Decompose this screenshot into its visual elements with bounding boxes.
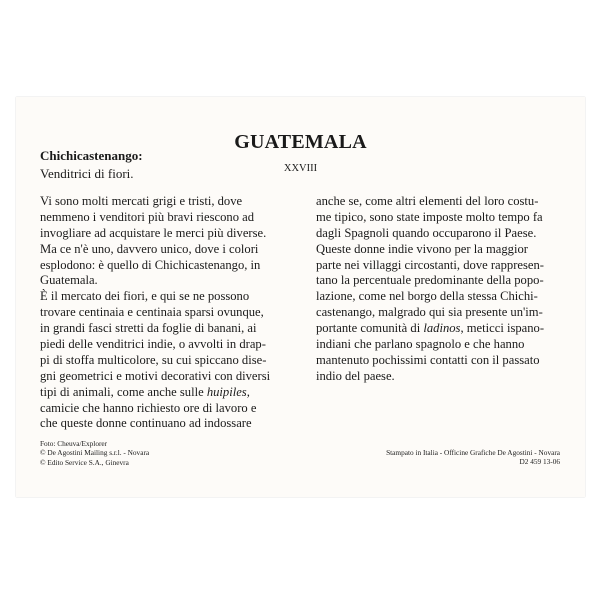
text-line: camicie che hanno richiesto ore di lavoro e — [40, 400, 257, 415]
body-column-left — [40, 194, 270, 432]
text-line — [40, 385, 270, 401]
place-name: Chichicastenango: — [40, 148, 143, 163]
text-line: lazione, come nel borgo della stessa Chichi- — [316, 289, 538, 304]
printer-info — [386, 448, 560, 467]
italic-term-huipiles: huipiles, — [206, 384, 250, 399]
text-line: Vi sono molti mercati grigi e tristi, dove — [40, 194, 243, 208]
card-title: GUATEMALA — [234, 131, 367, 153]
text-line: dagli Spagnoli quando occuparono il Paese. — [316, 225, 537, 240]
print-code: D2 459 13-06 — [519, 457, 560, 467]
text-line: trovare centinaia e centinaia sparsi ovunque, — [40, 305, 264, 320]
text-line: Ma ce n'è uno, davvero unico, dove i colori — [40, 241, 259, 256]
text-line: che queste donne continuano ad indossare — [40, 416, 252, 431]
text-line: Queste donne indie vivono per la maggior — [316, 241, 528, 256]
photo-subject: Venditrici di fiori. — [40, 166, 134, 181]
text-line: indiani che parlano spagnolo e che hanno — [316, 337, 525, 352]
text-line: parte nei villaggi circostanti, dove rappresen- — [316, 257, 544, 272]
text-line: tano la percentuale predominante della popo- — [316, 273, 544, 288]
volume-number: XXVIII — [283, 163, 318, 174]
text-line: esplodono: è quello di Chichicastenango, in — [40, 257, 261, 272]
postcard-back — [16, 97, 585, 497]
text-line: Guatemala. — [40, 273, 98, 288]
text-line: piedi delle venditrici indie, o avvolti in drap- — [40, 337, 266, 352]
credit-line: © De Agostini Mailing s.r.l. - Novara — [40, 448, 150, 458]
text-line — [316, 321, 544, 337]
text-line: me tipico, sono state imposte molto tempo fa — [316, 209, 543, 224]
credit-line: Foto: Cheuva/Explorer — [40, 439, 108, 448]
italic-term-ladinos: ladinos — [423, 321, 461, 336]
text-line: È il mercato dei fiori, e qui se ne possono — [40, 289, 250, 304]
printer-line: Stampato in Italia - Officine Grafiche De Agostini - Novara — [386, 448, 560, 457]
body-column-right — [316, 194, 544, 385]
text-line: castenango, malgrado qui sia presente un'im- — [316, 305, 543, 320]
text-line: gni geometrici e motivi decorativi con diversi — [40, 368, 271, 383]
text-segment: , meticci ispano- — [460, 321, 545, 336]
photo-credits — [40, 439, 149, 467]
text-line: nemmeno i venditori più bravi riescono ad — [40, 209, 255, 224]
text-segment: tipi di animali, come anche sulle — [40, 384, 207, 399]
text-line: in grandi fasci stretti da foglie di banani, ai — [40, 321, 257, 336]
text-line: anche se, come altri elementi del loro costu- — [316, 194, 539, 208]
text-line: indio del paese. — [316, 368, 395, 383]
text-line: pi di stoffa multicolore, su cui spiccano dise- — [40, 352, 267, 367]
text-line: mantenuto pochissimi contatti con il passato — [316, 352, 540, 367]
text-line: invogliare ad acquistare le merci più diverse. — [40, 225, 267, 240]
credit-line: © Edito Service S.A., Ginevra — [40, 457, 129, 467]
text-segment: portante comunità di — [316, 321, 424, 336]
